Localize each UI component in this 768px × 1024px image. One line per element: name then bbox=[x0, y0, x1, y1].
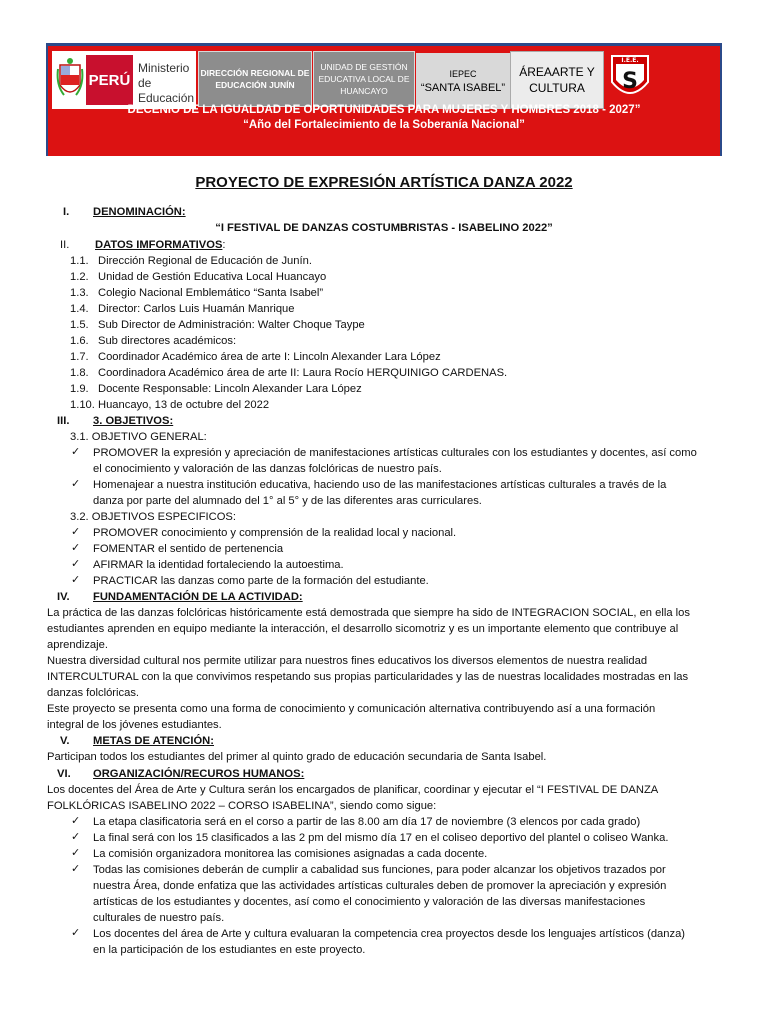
objective-text: Homenajear a nuestra institución educativa, haciendo uso de las manifestaciones artísticas culturales a través de la bbox=[93, 479, 667, 491]
iepec-name: “SANTA ISABEL” bbox=[420, 82, 506, 94]
check-icon: ✓ bbox=[71, 526, 81, 538]
organization-item: artísticas de los estudiantes y docentes, así como el conocimiento y valoración de las diversas manifestaciones bbox=[93, 896, 646, 908]
list-item-num: 1.1. bbox=[70, 255, 89, 267]
iepec-label: IEPEC bbox=[449, 69, 477, 79]
organization-item: culturales de nuestro país. bbox=[93, 912, 225, 924]
metas-text: Participan todos los estudiantes del primer al quinto grado de educación secundaria de Santa Isabel. bbox=[47, 751, 547, 763]
check-icon: ✓ bbox=[71, 847, 81, 859]
s1-heading: DENOMINACIÓN: bbox=[93, 206, 186, 218]
paragraph-line: INTERCULTURAL con la que convivimos respetando sus propias particularidades y las de nuestras localidades mostradas en las bbox=[47, 671, 689, 683]
s3-num: III. bbox=[57, 415, 70, 427]
check-icon: ✓ bbox=[71, 815, 81, 827]
check-icon: ✓ bbox=[71, 863, 81, 875]
specific-objectives-heading: 3.2. OBJETIVOS ESPECIFICOS: bbox=[70, 511, 236, 523]
general-objective-heading: 3.1. OBJETIVO GENERAL: bbox=[70, 431, 207, 443]
check-icon: ✓ bbox=[71, 927, 81, 939]
paragraph-line: danzas folclóricas. bbox=[47, 687, 140, 699]
list-item: Unidad de Gestión Educativa Local Huancayo bbox=[98, 271, 327, 283]
objective-text: el conocimiento y valoración de las danzas folclóricas de nuestro país. bbox=[93, 463, 442, 475]
peru-coat-of-arms-icon bbox=[56, 55, 84, 105]
s6-heading: ORGANIZACIÓN/RECUROS HUMANOS: bbox=[93, 768, 305, 780]
check-icon: ✓ bbox=[71, 831, 81, 843]
s2-heading: DATOS IMFORMATIVOS bbox=[95, 239, 223, 251]
ministry-logo bbox=[52, 51, 196, 109]
ministry-name: Ministerio de Educación bbox=[138, 61, 195, 105]
paragraph-line: aprendizaje. bbox=[47, 639, 108, 651]
organization-item: La final será con los 15 clasificados a las 2 pm del mismo día 17 en el coliseo deportivo del plantel o coliseo Wanka. bbox=[93, 832, 669, 844]
organization-intro: Los docentes del Área de Arte y Cultura serán los encargados de planificar, coordinar y ejecutar el “I FESTIVAL DE DANZA bbox=[47, 784, 659, 796]
s4-num: IV. bbox=[57, 591, 70, 603]
page-title: PROYECTO DE EXPRESIÓN ARTÍSTICA DANZA 2022 bbox=[195, 174, 573, 191]
year-line: “Año del Fortalecimiento de la Soberanía Nacional” bbox=[243, 119, 525, 131]
s4-heading: FUNDAMENTACIÓN DE LA ACTIVIDAD: bbox=[93, 591, 303, 603]
organization-item: La etapa clasificatoria será en el corso a partir de las 8.00 am día 17 de noviembre (3 elencos por cada grado) bbox=[93, 816, 641, 828]
s2-heading-wrap: DATOS IMFORMATIVOS: bbox=[95, 239, 226, 251]
list-item: Dirección Regional de Educación de Junín. bbox=[98, 255, 312, 267]
list-item-num: 1.10. bbox=[70, 399, 95, 411]
box-dre: DIRECCIÓN REGIONAL DE EDUCACIÓN JUNÍN bbox=[198, 51, 312, 107]
s5-num: V. bbox=[60, 735, 70, 747]
objective-text: danza por parte del alumnado del 1° al 5° y de las diferentes aras curriculares. bbox=[93, 495, 482, 507]
list-item: Sub Director de Administración: Walter Choque Taype bbox=[98, 319, 365, 331]
check-icon: ✓ bbox=[71, 558, 81, 570]
shield-mark: S bbox=[622, 69, 638, 94]
box-area: ÁREAARTE Y CULTURA bbox=[510, 51, 604, 109]
paragraph-line: La práctica de las danzas folclóricas históricamente está demostrada que siempre ha sido de INTEGRACION SOCIAL, en ella los bbox=[47, 607, 690, 619]
peru-label: PERÚ bbox=[86, 55, 133, 105]
list-item-num: 1.4. bbox=[70, 303, 89, 315]
objective-text: PROMOVER conocimiento y comprensión de la realidad local y nacional. bbox=[93, 527, 457, 539]
s3-heading: 3. OBJETIVOS: bbox=[93, 415, 174, 427]
check-icon: ✓ bbox=[71, 542, 81, 554]
shield-letters: I.E.E. bbox=[621, 57, 639, 64]
list-item: Coordinadora Académico área de arte II: Laura Rocío HERQUINIGO CARDENAS. bbox=[98, 367, 508, 379]
s6-num: VI. bbox=[57, 768, 71, 780]
s1-num: I. bbox=[63, 206, 70, 218]
list-item: Colegio Nacional Emblemático “Santa Isabel” bbox=[98, 287, 324, 299]
list-item-num: 1.3. bbox=[70, 287, 89, 299]
check-icon: ✓ bbox=[71, 446, 81, 458]
check-icon: ✓ bbox=[71, 478, 81, 490]
list-item: Sub directores académicos: bbox=[98, 335, 237, 347]
school-shield-icon bbox=[608, 52, 652, 106]
paragraph-line: integral de los jóvenes estudiantes. bbox=[47, 719, 222, 731]
organization-item: La comisión organizadora monitorea las comisiones asignadas a cada docente. bbox=[93, 848, 488, 860]
box-ugel: UNIDAD DE GESTIÓN EDUCATIVA LOCAL DE HUANCAYO bbox=[313, 51, 415, 107]
list-item-num: 1.7. bbox=[70, 351, 89, 363]
list-item-num: 1.8. bbox=[70, 367, 89, 379]
list-item: Director: Carlos Luis Huamán Manrique bbox=[98, 303, 295, 315]
list-item: Huancayo, 13 de octubre del 2022 bbox=[98, 399, 270, 411]
check-icon: ✓ bbox=[71, 574, 81, 586]
paragraph-line: estudiantes aprenden en equipo mediante la interacción, el desarrollo sicomotriz y es un importante elemento que contribuye al bbox=[47, 623, 679, 635]
organization-item: Todas las comisiones deberán de cumplir a cabalidad sus funciones, para poder alcanzar los objetivos trazados por bbox=[93, 864, 666, 876]
decade-line: DECENIO DE LA IGUALDAD DE OPORTUNIDADES PARA MUJERES Y HOMBRES 2018 - 2027” bbox=[127, 104, 641, 116]
organization-item: en la participación de los estudiantes en este proyecto. bbox=[93, 944, 366, 956]
box-iepec bbox=[416, 53, 510, 109]
organization-item: nuestra Área, donde enfatiza que las actividades artísticas culturales deben de promover la apreciación y expresión bbox=[93, 880, 667, 892]
s5-heading: METAS DE ATENCIÓN: bbox=[93, 735, 214, 747]
festival-name: “I FESTIVAL DE DANZAS COSTUMBRISTAS - ISABELINO 2022” bbox=[215, 222, 553, 234]
objective-text: AFIRMAR la identidad fortaleciendo la autoestima. bbox=[93, 559, 344, 571]
paragraph-line: Este proyecto se presenta como una forma de conocimiento y comunicación alternativa contribuyendo así a una formación bbox=[47, 703, 656, 715]
paragraph-line: Nuestra diversidad cultural nos permite utilizar para nuestros fines educativos los diversos elementos de nuestra realidad bbox=[47, 655, 648, 667]
objective-text: PROMOVER la expresión y apreciación de manifestaciones artísticas culturales con los estudiantes y docentes, así como bbox=[93, 447, 697, 459]
list-item-num: 1.5. bbox=[70, 319, 89, 331]
objective-text: FOMENTAR el sentido de pertenencia bbox=[93, 543, 284, 555]
list-item-num: 1.9. bbox=[70, 383, 89, 395]
objective-text: PRACTICAR las danzas como parte de la formación del estudiante. bbox=[93, 575, 429, 587]
list-item-num: 1.6. bbox=[70, 335, 89, 347]
organization-item: Los docentes del área de Arte y cultura evaluaran la competencia crea proyectos desde los lenguajes artísticos (danza) bbox=[93, 928, 686, 940]
list-item: Coordinador Académico área de arte I: Lincoln Alexander Lara López bbox=[98, 351, 441, 363]
list-item-num: 1.2. bbox=[70, 271, 89, 283]
s2-num: II. bbox=[60, 239, 70, 251]
organization-intro: FOLKLÓRICAS ISABELINO 2022 – CORSO ISABELINA”, siendo como sigue: bbox=[47, 800, 437, 812]
list-item: Docente Responsable: Lincoln Alexander Lara López bbox=[98, 383, 362, 395]
